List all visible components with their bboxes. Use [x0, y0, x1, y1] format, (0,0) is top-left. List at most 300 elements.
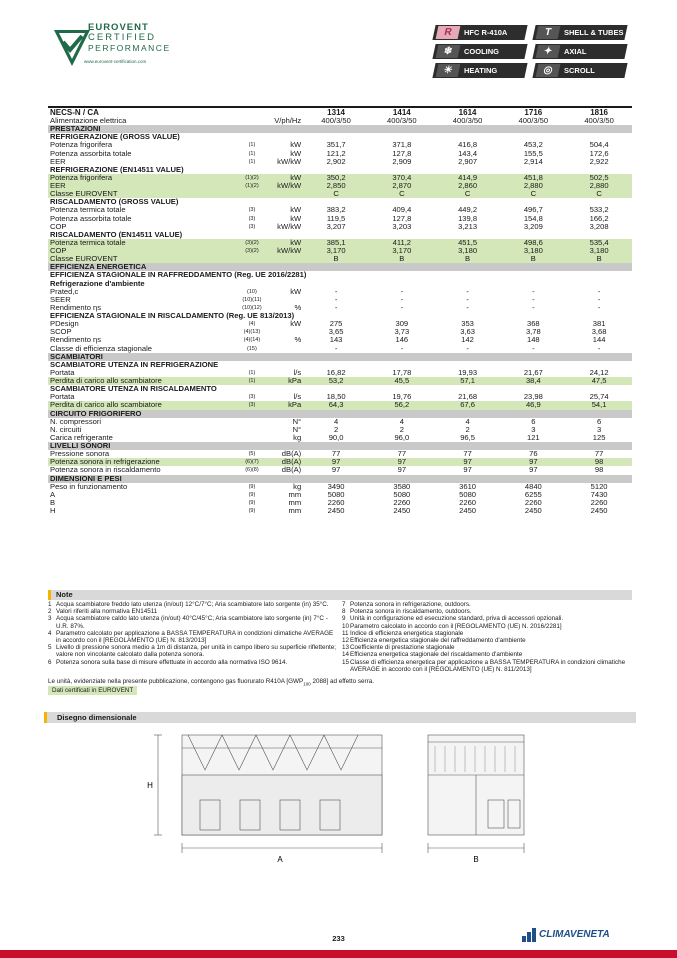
note-text: Efficienza energetica stagionale del raffreddamento d'ambiente — [350, 637, 526, 645]
row-value: - — [400, 343, 404, 353]
row-unit: l/s — [293, 392, 302, 402]
row-value: 2,909 — [392, 156, 412, 166]
row-value: - — [532, 343, 535, 353]
row-value: 6 — [596, 416, 602, 426]
row-value: 3,209 — [523, 221, 543, 231]
row-unit: kPa — [269, 401, 304, 409]
badge-label: HFC R-410A — [464, 28, 508, 37]
row-value: 3,78 — [525, 327, 541, 337]
row-note-ref: (5) — [248, 451, 256, 458]
section-label: REFRIGERAZIONE (GROSS VALUE) — [50, 132, 180, 142]
scroll-icon: ◎ — [536, 64, 561, 77]
row-value: 400/3/50 — [387, 116, 417, 126]
row-value: 2 — [333, 424, 339, 434]
row-value: 498,6 — [500, 239, 566, 247]
row-value: 142 — [461, 335, 474, 345]
logo-line3: PERFORMANCE — [88, 43, 171, 53]
row-unit: mm — [288, 506, 302, 516]
notes-right-column — [342, 601, 634, 673]
fgas-text: Le unità, evidenziate nella presente pubblicazione, contengono gas fluorurato R410A [GWP — [48, 678, 304, 685]
row-value: 3,180 — [435, 247, 501, 255]
row-unit — [269, 190, 304, 198]
note-item — [342, 651, 634, 658]
table-row — [48, 507, 632, 515]
row-note-ref: (3) — [235, 401, 268, 409]
row-value: 3,180 — [566, 247, 632, 255]
row-label: Alimentazione elettrica — [50, 116, 127, 126]
row-value: - — [597, 294, 601, 304]
shell-tube-icon: T — [536, 26, 561, 39]
row-value: 97 — [500, 458, 566, 466]
table-row — [48, 182, 632, 190]
row-value: 3580 — [393, 481, 411, 491]
section-label: SCAMBIATORI — [48, 353, 632, 361]
row-label: N. compressori — [50, 416, 102, 426]
row-value: 3,180 — [500, 247, 566, 255]
row-value: B — [566, 255, 632, 263]
row-value: 57,1 — [435, 377, 501, 385]
row-value: 4840 — [524, 481, 542, 491]
row-unit: mm — [288, 497, 302, 507]
row-unit: kW — [290, 213, 302, 223]
row-label: H — [50, 506, 56, 516]
row-value: 385,1 — [303, 239, 369, 247]
axial-fan-icon: ✦ — [536, 45, 561, 58]
row-label: Potenza sonora in riscaldamento — [50, 465, 161, 475]
logo-url: www.eurovent-certification.com — [84, 59, 147, 64]
section-label: EFFICIENZA ENERGETICA — [48, 263, 632, 271]
row-value: - — [597, 343, 601, 353]
row-value: 368 — [526, 319, 540, 329]
row-value: 77 — [463, 449, 472, 459]
row-value: C — [500, 190, 566, 198]
model-code: 1314 — [303, 107, 369, 117]
row-value: 400/3/50 — [518, 116, 549, 126]
row-value: 451,5 — [435, 239, 501, 247]
note-number: 6 — [48, 658, 52, 666]
row-value: 19,93 — [458, 367, 478, 377]
row-value: 144 — [592, 335, 606, 345]
section-label: LIVELLI SONORI — [48, 442, 632, 450]
note-text: Efficienza energetica stagionale del riscaldamento d'ambiente — [350, 651, 523, 659]
row-note-ref: (1) — [248, 150, 256, 157]
note-number: 7 — [342, 601, 346, 608]
row-value: 2 — [465, 424, 470, 434]
note-item — [342, 659, 634, 673]
row-value: 383,2 — [326, 205, 346, 215]
badge-cooling — [432, 44, 527, 59]
logo-line1: EUROVENT — [88, 22, 149, 33]
certified-tag: Dati certificati in EUROVENT — [48, 686, 137, 695]
row-value: 2,922 — [589, 156, 609, 166]
row-label: Peso in funzionamento — [50, 481, 128, 491]
note-item — [48, 615, 338, 629]
section-label: CIRCUITO FRIGORIFERO — [48, 410, 632, 418]
row-value: - — [334, 294, 338, 304]
row-value: - — [400, 294, 404, 304]
row-value: 2260 — [327, 497, 345, 507]
row-value: - — [466, 294, 469, 304]
row-value: 2,914 — [523, 156, 543, 166]
row-value: 350,2 — [303, 174, 369, 182]
model-label: NECS-N / CA — [48, 107, 303, 117]
row-value: 77 — [331, 449, 341, 459]
section-label: EFFICIENZA STAGIONALE IN RISCALDAMENTO (Reg. UE 813/2013) — [50, 311, 295, 321]
badge-label: HEATING — [464, 66, 498, 75]
row-label: Classe EUROVENT — [48, 255, 235, 263]
row-value: 3,203 — [392, 221, 412, 231]
row-value: 6255 — [524, 489, 542, 499]
row-value: 77 — [397, 449, 407, 459]
row-value: 97 — [529, 465, 538, 475]
row-value: 5120 — [590, 481, 608, 491]
row-note-ref: (10)(12) — [242, 304, 262, 311]
row-value: 5080 — [393, 489, 411, 499]
row-label: Classe EUROVENT — [48, 190, 235, 198]
row-value: 2260 — [459, 497, 477, 507]
row-value: - — [400, 286, 404, 296]
row-value: 4 — [333, 416, 339, 426]
note-text: Indice di efficienza energetica stagionale — [350, 629, 464, 637]
row-value: 2260 — [590, 497, 608, 507]
row-note-ref: (9) — [248, 508, 256, 515]
row-unit: kW/kW — [269, 247, 304, 255]
row-note-ref — [235, 418, 268, 426]
row-note-ref: (9) — [248, 483, 256, 490]
table-row — [48, 117, 632, 125]
row-value: 371,8 — [392, 140, 412, 150]
row-value: 143,4 — [458, 148, 478, 158]
row-value: B — [435, 255, 501, 263]
note-number: 5 — [48, 644, 52, 652]
table-row — [48, 434, 632, 442]
row-label: PDesign — [50, 319, 79, 329]
row-value: 3,73 — [394, 327, 410, 337]
row-note-ref: (3) — [248, 215, 256, 222]
row-value: 97 — [303, 458, 369, 466]
row-unit — [269, 345, 304, 353]
row-label: Carica refrigerante — [50, 432, 113, 442]
row-value: 139,8 — [458, 213, 478, 223]
row-value: 64,3 — [303, 401, 369, 409]
row-note-ref: (9) — [248, 499, 256, 506]
row-value: C — [435, 190, 501, 198]
section-row — [48, 410, 632, 418]
row-value: 24,12 — [589, 367, 609, 377]
row-unit: kg — [293, 432, 302, 442]
row-value: 2,907 — [458, 156, 478, 166]
row-value: 96,5 — [460, 432, 475, 442]
badge-heating — [432, 63, 527, 78]
row-value: 54,1 — [566, 401, 632, 409]
row-value: - — [532, 286, 535, 296]
notes-left-column — [48, 601, 338, 666]
section-label: Refrigerazione d'ambiente — [50, 278, 145, 288]
row-value: 98 — [594, 465, 604, 475]
note-item — [48, 601, 338, 608]
row-value: 2,880 — [566, 182, 632, 190]
row-value: 90,0 — [328, 432, 344, 442]
row-note-ref: (4) — [248, 321, 256, 328]
row-value: 56,2 — [369, 401, 435, 409]
row-note-ref: (9) — [248, 491, 256, 498]
row-note-ref: (15) — [247, 345, 257, 352]
row-unit: kW — [290, 140, 302, 150]
row-value: 166,2 — [589, 213, 609, 223]
row-value: 411,2 — [369, 239, 435, 247]
section-label: SCAMBIATORE UTENZA IN REFRIGERAZIONE — [50, 359, 219, 369]
section-label: REFRIGERAZIONE (EN14511 VALUE) — [50, 164, 184, 174]
drawing-header: Disegno dimensionale — [44, 712, 636, 723]
note-number: 3 — [48, 615, 52, 623]
row-value: 2,860 — [435, 182, 501, 190]
row-unit: dB(A) — [269, 458, 304, 466]
row-label: Rendimento ηs — [50, 335, 102, 345]
dimensional-drawing — [130, 730, 550, 870]
note-text: Classe di efficienza energetica per applicazione a BASSA TEMPERATURA in condizioni climatiche AVERAGE in accordo con il [REGOLAMENTO (UE) N. 811/2013] — [350, 658, 626, 673]
row-value: 25,74 — [589, 392, 609, 402]
row-value: 2,902 — [326, 156, 346, 166]
row-value: 2450 — [459, 506, 477, 516]
row-unit: kW/kW — [269, 182, 304, 190]
row-unit: kW — [290, 286, 302, 296]
row-note-ref: (4)(13) — [243, 329, 261, 336]
badge-label: COOLING — [464, 47, 499, 56]
row-value: 2450 — [590, 506, 608, 516]
row-label: SCOP — [50, 327, 72, 337]
row-unit: dB(A) — [281, 465, 302, 475]
footer-bar — [0, 950, 677, 958]
note-number: 10 — [342, 622, 350, 630]
row-value: 309 — [395, 319, 409, 329]
row-value: 416,8 — [458, 140, 478, 150]
note-item — [342, 630, 634, 637]
row-label: Classe di efficienza stagionale — [50, 343, 153, 353]
row-value: 381 — [592, 319, 606, 329]
row-note-ref: (1) — [235, 377, 268, 385]
row-unit: kW — [269, 174, 304, 182]
fgas-text-end: 2088] ad effetto serra. — [310, 678, 374, 685]
dim-h-label: H — [147, 781, 153, 790]
row-value: 38,4 — [500, 377, 566, 385]
row-unit: kPa — [269, 377, 304, 385]
note-text: Acqua scambiatore freddo lato utenza (in/out) 12°C/7°C; Aria scambiatore lato sorgente (in) 35°C. — [56, 601, 329, 608]
note-item — [342, 644, 634, 651]
row-value: 3,170 — [369, 247, 435, 255]
row-value: 409,4 — [392, 205, 412, 215]
row-value: 76 — [529, 449, 538, 459]
row-value: 5080 — [459, 489, 477, 499]
row-value: 127,8 — [392, 148, 412, 158]
row-label: COP — [48, 247, 235, 255]
row-label: Portata — [50, 367, 75, 377]
row-value: - — [334, 343, 338, 353]
model-code: 1614 — [435, 107, 501, 117]
row-value: 451,8 — [500, 174, 566, 182]
note-number: 13 — [342, 644, 350, 652]
row-value: 3,213 — [458, 221, 478, 231]
row-value: - — [334, 302, 338, 312]
row-value: 496,7 — [523, 205, 543, 215]
badge-refrigerant — [432, 25, 527, 40]
row-label: Potenza termica totale — [48, 239, 235, 247]
note-item — [342, 601, 634, 608]
row-value: 3490 — [327, 481, 345, 491]
row-unit: l/s — [293, 367, 302, 377]
snowflake-icon: ❄ — [436, 45, 461, 58]
row-value: 453,2 — [523, 140, 543, 150]
dim-b-label: B — [473, 855, 479, 864]
row-label: EER — [50, 156, 66, 166]
row-value: C — [303, 190, 369, 198]
row-value: 2 — [399, 424, 404, 434]
model-code: 1816 — [566, 107, 632, 117]
badge-fan — [532, 44, 627, 59]
row-label: A — [50, 489, 56, 499]
brand-name: CLIMAVENETA — [539, 929, 610, 940]
note-item — [48, 644, 338, 658]
note-number: 12 — [342, 637, 350, 645]
row-label: Perdita di carico allo scambiatore — [48, 401, 235, 409]
row-value: 96,0 — [394, 432, 410, 442]
eurovent-logo — [54, 22, 184, 70]
note-number: 4 — [48, 629, 52, 637]
note-text: Potenza sonora in riscaldamento, outdoors. — [350, 608, 472, 616]
row-value: 5080 — [327, 489, 345, 499]
dim-a-label: A — [277, 855, 283, 864]
row-label: Perdita di carico allo scambiatore — [48, 377, 235, 385]
note-number: 2 — [48, 608, 52, 616]
badge-label: SHELL & TUBES — [564, 28, 624, 37]
section-label: DIMENSIONI E PESI — [48, 475, 632, 483]
row-value: B — [369, 255, 435, 263]
row-unit: N° — [292, 416, 302, 426]
note-text: Valori riferiti alla normativa EN14511 — [56, 608, 158, 616]
row-value: 125 — [592, 432, 606, 442]
row-value: 98 — [566, 458, 632, 466]
row-value: 535,4 — [566, 239, 632, 247]
row-note-ref: (10) — [247, 288, 257, 295]
note-text: Coefficiente di prestazione stagionale — [350, 644, 455, 652]
row-value: 4 — [399, 416, 404, 426]
row-label: Potenza termica totale — [50, 205, 126, 215]
note-text: Parametro calcolato in accordo con il [REGOLAMENTO (UE) N. 2016/2281] — [350, 622, 562, 630]
row-value: 121 — [526, 432, 540, 442]
row-note-ref: (10)(11) — [242, 296, 262, 303]
row-value: - — [400, 302, 404, 312]
row-value: 6 — [531, 416, 536, 426]
section-row — [48, 442, 632, 450]
table-row — [48, 466, 632, 474]
section-label: EFFICIENZA STAGIONALE IN RAFFREDDAMENTO (Reg. UE 2016/2281) — [50, 270, 307, 280]
row-value: 2450 — [524, 506, 542, 516]
row-note-ref — [235, 255, 268, 263]
row-value: 155,5 — [523, 148, 543, 158]
row-value: 504,4 — [589, 140, 609, 150]
spec-table — [48, 106, 632, 515]
row-unit: N° — [292, 424, 302, 434]
row-value: 3,208 — [589, 221, 609, 231]
row-value: 400/3/50 — [321, 116, 351, 126]
fgas-note — [48, 678, 374, 686]
row-value: 2,850 — [303, 182, 369, 190]
row-note-ref — [235, 190, 268, 198]
row-value: 502,5 — [566, 174, 632, 182]
row-unit — [269, 255, 304, 263]
row-unit: mm — [288, 489, 302, 499]
row-value: - — [334, 286, 338, 296]
model-code: 1716 — [500, 107, 566, 117]
row-label: B — [50, 497, 56, 507]
row-value: 3,170 — [303, 247, 369, 255]
row-value: 4 — [465, 416, 470, 426]
row-value: 154,8 — [523, 213, 543, 223]
note-text: Parametro calcolato per applicazione a BASSA TEMPERATURA in condizioni climatiche AVERAGE in accordo con il [REGOLAMENTO (UE) N. 813/2013] — [56, 629, 334, 645]
row-note-ref: (3) — [248, 207, 256, 214]
row-unit: dB(A) — [281, 449, 302, 459]
subsection-row — [48, 280, 632, 288]
section-label: RISCALDAMENTO (EN14511 VALUE) — [50, 229, 183, 239]
row-value: 146 — [395, 335, 409, 345]
row-label: N. circuiti — [50, 424, 82, 434]
row-label: Pressione sonora — [50, 449, 110, 459]
row-value: 121,2 — [326, 148, 346, 158]
row-label: Potenza assorbita totale — [50, 213, 132, 223]
row-value: 127,8 — [392, 213, 412, 223]
row-value: 3,65 — [328, 327, 344, 337]
row-unit: kW — [290, 148, 302, 158]
row-value: 119,5 — [326, 213, 346, 223]
row-unit: kg — [293, 481, 302, 491]
row-note-ref — [235, 117, 268, 125]
note-number: 8 — [342, 608, 346, 616]
row-note-ref: (3) — [248, 223, 256, 230]
row-unit: % — [294, 302, 302, 312]
row-label: SEER — [50, 294, 71, 304]
row-value: 400/3/50 — [452, 116, 483, 126]
row-value: 23,98 — [523, 392, 543, 402]
fgas-sub: 100 — [303, 681, 311, 687]
note-text: Livello di pressione sonora medio a 1m di distanza, per unità in campo libero su superficie riflettente; valore non vincolante calcolato dalla potenza sonora. — [56, 644, 337, 659]
row-value: 353 — [461, 319, 474, 329]
row-value: 97 — [331, 465, 341, 475]
row-value: 143 — [329, 335, 343, 345]
row-value: 351,7 — [326, 140, 346, 150]
row-value: 3610 — [459, 481, 477, 491]
row-label: Potenza frigorifera — [48, 174, 235, 182]
row-value: 533,2 — [589, 205, 609, 215]
row-value: 2450 — [327, 506, 345, 516]
note-item — [342, 637, 634, 644]
row-value: 3,63 — [460, 327, 475, 337]
row-value: 172,6 — [589, 148, 609, 158]
row-value: 97 — [435, 458, 501, 466]
row-value: 3 — [531, 424, 536, 434]
row-value: 275 — [329, 319, 343, 329]
row-note-ref: (6)(8) — [245, 467, 259, 474]
row-value: 77 — [594, 449, 604, 459]
row-value: 97 — [463, 465, 472, 475]
row-note-ref: (1)(2) — [235, 182, 268, 190]
row-value: 7430 — [590, 489, 608, 499]
row-note-ref: (1)(2) — [235, 174, 268, 182]
badge-exchanger — [532, 25, 627, 40]
row-label: EER — [48, 182, 235, 190]
row-unit: V/ph/Hz — [274, 116, 302, 126]
row-value: 2260 — [524, 497, 542, 507]
note-number: 11 — [342, 629, 349, 637]
table-row — [48, 296, 632, 304]
